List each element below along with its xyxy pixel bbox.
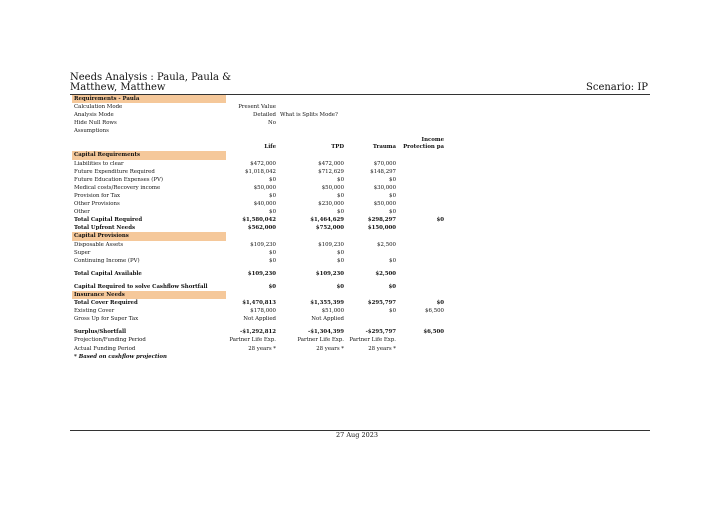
row-value: Present Value xyxy=(238,104,276,111)
cell-trauma: $0 xyxy=(389,257,396,264)
row-label: Capital Required to solve Cashflow Shortfall xyxy=(74,283,208,290)
cell-tpd: $1,355,399 xyxy=(310,300,344,307)
cell-ip xyxy=(398,208,446,216)
cell-life: $1,018,042 xyxy=(245,168,276,175)
column-header-row xyxy=(72,135,446,151)
cell-trauma: $150,000 xyxy=(367,225,396,232)
cell-life: $562,000 xyxy=(247,225,276,232)
table-row xyxy=(72,192,446,200)
existing-cover-row xyxy=(72,307,446,315)
table-row xyxy=(72,127,446,135)
col-ip xyxy=(398,135,446,151)
cell-life: $0 xyxy=(269,209,276,216)
cell-trauma: $148,297 xyxy=(370,168,396,175)
cell-ip xyxy=(398,184,446,192)
row-label: Other xyxy=(74,209,90,216)
cell-trauma: $2,500 xyxy=(377,241,396,248)
cell-tpd: $51,000 xyxy=(321,308,344,315)
total-capital-required-row xyxy=(72,216,446,224)
col-life: Life xyxy=(264,144,276,151)
row-label: Total Capital Available xyxy=(74,270,142,277)
col-trauma: Trauma xyxy=(372,144,396,151)
cell-ip xyxy=(398,192,446,200)
cell-life: -$1,292,812 xyxy=(240,329,276,336)
table-row xyxy=(72,249,446,257)
cell-life: $0 xyxy=(269,257,276,264)
cell-tpd: $109,230 xyxy=(318,241,344,248)
cell-life: Not Applied xyxy=(243,316,276,323)
cell-trauma: $0 xyxy=(389,308,396,315)
row-label: Future Education Expenses (PV) xyxy=(74,176,163,183)
cell-ip: $6,500 xyxy=(423,329,444,336)
col-tpd: TPD xyxy=(331,144,344,151)
cell-tpd: $50,000 xyxy=(321,184,344,191)
cell-trauma: $298,297 xyxy=(367,217,396,224)
cell-ip: $0 xyxy=(436,300,444,307)
cell-tpd: Not Applied xyxy=(311,316,344,323)
section-insurance-needs xyxy=(72,291,446,299)
footer-date: 27 Aug 2023 xyxy=(336,431,378,439)
cell-life: Partner Life Exp. xyxy=(229,337,276,344)
table-row xyxy=(72,257,446,265)
row-label: Medical costs/Recovery income xyxy=(74,184,161,191)
cell-trauma xyxy=(346,249,398,257)
cell-tpd: $712,629 xyxy=(318,168,344,175)
cell-tpd: $109,230 xyxy=(315,270,344,277)
cell-life: $178,000 xyxy=(250,308,276,315)
table-row xyxy=(72,111,446,119)
cell-tpd: $752,000 xyxy=(315,225,344,232)
row-label: Calculation Mode xyxy=(74,104,123,111)
cell-ip xyxy=(398,168,446,176)
row-label: Future Expenditure Required xyxy=(74,168,155,175)
col-ip-line1: Income xyxy=(421,137,444,144)
section-header: Insurance Needs xyxy=(72,291,226,299)
cell-trauma: $30,000 xyxy=(373,184,396,191)
cell-life: $1,470,813 xyxy=(242,300,276,307)
cell-life: $109,230 xyxy=(250,241,276,248)
cell-life: $109,230 xyxy=(247,270,276,277)
row-label: Super xyxy=(74,249,91,256)
cell-ip xyxy=(398,241,446,249)
cell-trauma: $50,000 xyxy=(373,201,396,208)
row-label: Total Upfront Needs xyxy=(74,225,135,232)
cell-trauma: $2,500 xyxy=(375,270,396,277)
total-upfront-needs-row xyxy=(72,224,446,232)
cell-ip xyxy=(398,257,446,265)
cell-tpd: $230,000 xyxy=(318,201,344,208)
cell-trauma: -$295,797 xyxy=(365,329,396,336)
section-capital-requirements xyxy=(72,151,446,159)
row-label: Disposable Assets xyxy=(74,241,124,248)
col-ip-line2: Protection pa xyxy=(403,144,444,151)
row-label: Provision for Tax xyxy=(74,192,121,199)
actual-funding-row xyxy=(72,345,446,353)
cell-life: $40,000 xyxy=(253,201,276,208)
cell-ip xyxy=(398,270,446,278)
cell-tpd: 28 years * xyxy=(316,345,344,352)
needs-analysis-table xyxy=(72,95,446,361)
cell-ip xyxy=(398,160,446,168)
row-label: Hide Null Rows xyxy=(74,120,117,127)
report-title xyxy=(70,73,270,93)
cell-trauma: $0 xyxy=(389,192,396,199)
table-row xyxy=(72,168,446,176)
capital-provisions-rows xyxy=(72,241,446,265)
cell-life: $0 xyxy=(269,176,276,183)
cell-tpd: $0 xyxy=(337,257,344,264)
total-capital-available-row xyxy=(72,270,446,278)
cell-trauma: $295,797 xyxy=(367,300,396,307)
cell-ip xyxy=(398,200,446,208)
row-value: No xyxy=(268,120,276,127)
section-capital-provisions xyxy=(72,232,446,240)
capital-shortfall-row xyxy=(72,283,446,291)
section-header: Capital Provisions xyxy=(72,232,226,240)
cell-trauma: $0 xyxy=(389,176,396,183)
cell-life: 28 years * xyxy=(248,345,276,352)
cell-ip xyxy=(398,224,446,232)
row-label: Projection/Funding Period xyxy=(74,337,146,344)
cell-trauma xyxy=(346,315,398,323)
cell-ip: $0 xyxy=(436,217,444,224)
cell-life: $0 xyxy=(268,283,276,290)
section-header: Requirements - Paula xyxy=(72,95,226,103)
row-label: Total Cover Required xyxy=(74,300,138,307)
scenario-label: Scenario: IP xyxy=(586,82,648,93)
cell-trauma: $0 xyxy=(388,283,396,290)
cell-tpd: $1,464,629 xyxy=(310,217,344,224)
table-row xyxy=(72,119,446,127)
table-row xyxy=(72,184,446,192)
cell-life: $472,000 xyxy=(250,160,276,167)
cell-tpd: $0 xyxy=(337,192,344,199)
table-row xyxy=(72,160,446,168)
cell-tpd: $0 xyxy=(337,176,344,183)
cell-trauma: $70,000 xyxy=(373,160,396,167)
gross-up-row xyxy=(72,315,446,323)
cell-ip xyxy=(398,315,446,323)
cell-life: $0 xyxy=(269,192,276,199)
row-label: Surplus/Shortfall xyxy=(74,329,127,336)
cell-life: $1,580,042 xyxy=(242,217,276,224)
row-label: Continuing Income (PV) xyxy=(74,257,140,264)
row-label: Assumptions xyxy=(74,128,109,135)
table-row xyxy=(72,200,446,208)
row-label: Existing Cover xyxy=(74,308,115,315)
cell-tpd: $472,000 xyxy=(318,160,344,167)
cell-life: $50,000 xyxy=(253,184,276,191)
section-requirements xyxy=(72,95,446,103)
surplus-shortfall-row xyxy=(72,328,446,336)
report-title-line1: Needs Analysis : Paula, Paula & xyxy=(70,72,232,83)
cell-ip xyxy=(398,283,446,291)
note-row xyxy=(72,353,446,361)
cell-trauma: $0 xyxy=(389,209,396,216)
total-cover-required-row xyxy=(72,299,446,307)
cell-tpd: $0 xyxy=(336,283,344,290)
projection-period-row xyxy=(72,336,446,344)
footnote: * Based on cashflow projection xyxy=(74,353,167,360)
cell-life: $0 xyxy=(269,249,276,256)
cell-tpd: Partner Life Exp. xyxy=(297,337,344,344)
cell-tpd: $0 xyxy=(337,249,344,256)
cell-ip xyxy=(398,176,446,184)
report-title-line2: Matthew, Matthew xyxy=(70,82,166,93)
row-label: Analysis Mode xyxy=(74,112,114,119)
row-label: Actual Funding Period xyxy=(74,345,136,352)
splits-mode-link[interactable]: What is Splits Mode? xyxy=(280,112,338,119)
cell-trauma: Partner Life Exp. xyxy=(349,337,396,344)
cell-tpd: $0 xyxy=(337,209,344,216)
table-row xyxy=(72,241,446,249)
cell-ip xyxy=(398,249,446,257)
row-label: Liabilities to clear xyxy=(74,160,124,167)
row-label: Total Capital Required xyxy=(74,217,143,224)
cell-ip: $6,500 xyxy=(425,308,444,315)
row-value: Detailed xyxy=(253,112,276,119)
cell-ip xyxy=(398,336,446,344)
section-header: Capital Requirements xyxy=(72,151,226,159)
table-row xyxy=(72,176,446,184)
cell-trauma: 28 years * xyxy=(368,345,396,352)
table-row xyxy=(72,103,446,111)
cell-tpd: -$1,304,399 xyxy=(308,329,344,336)
row-label: Other Provisions xyxy=(74,201,120,208)
table-row xyxy=(72,208,446,216)
capital-requirements-rows xyxy=(72,160,446,217)
cell-ip xyxy=(398,345,446,353)
row-label: Gross Up for Super Tax xyxy=(74,316,139,323)
